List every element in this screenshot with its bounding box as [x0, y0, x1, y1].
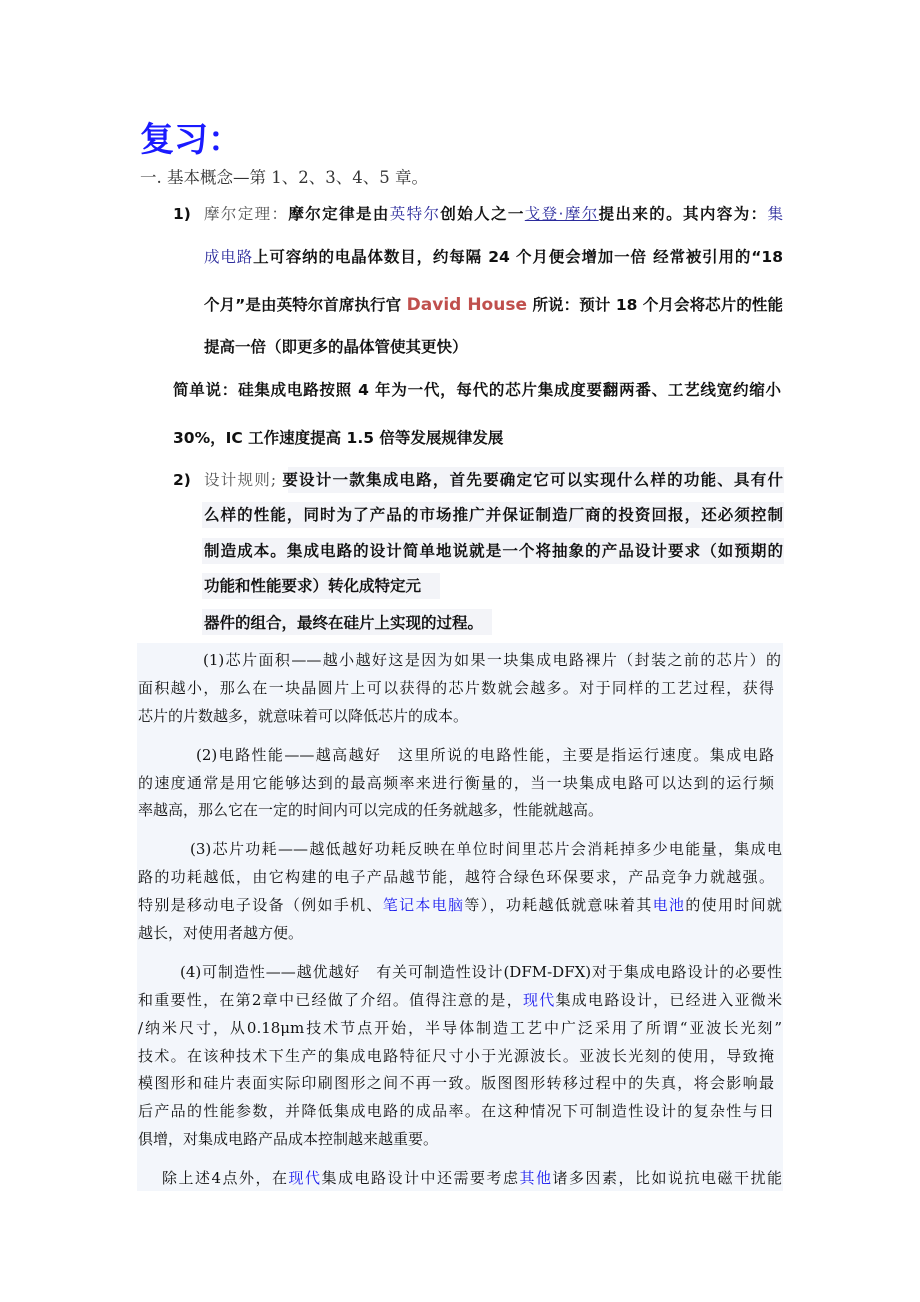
text-line	[204, 611, 483, 635]
text-segment: 设计规则;	[204, 471, 283, 489]
text-line	[162, 1166, 782, 1190]
highlighted-name: David House	[406, 295, 527, 315]
text-segment: 率越高，那么它在一定的时间内可以完成的任务就越多，性能就越高。	[138, 801, 604, 819]
text-line	[180, 960, 782, 984]
text-line	[204, 293, 783, 317]
text-line	[196, 743, 774, 767]
text-segment: 俱增，对集成电路产品成本控制越来越重要。	[138, 1130, 439, 1148]
text-line	[204, 202, 783, 226]
text-segment: (3)芯片功耗——越低越好功耗反映在单位时间里芯片会消耗掉多少电能量，集成电	[190, 840, 782, 858]
text-line	[138, 771, 774, 795]
text-line	[173, 426, 503, 450]
text-line	[138, 1127, 438, 1151]
text-segment: 特别是移动电子设备（例如手机、	[138, 896, 383, 914]
text-segment: 诸多因素，比如说抗电磁干扰能	[552, 1169, 782, 1187]
text-line	[138, 704, 468, 728]
text-segment: 模图形和硅片表面实际印刷图形之间不再一致。版图图形转移过程中的失真，将会影响最	[138, 1074, 774, 1092]
text-segment: 集成电路设计，已经进入亚微米	[555, 991, 782, 1009]
hyperlink[interactable]: 集	[767, 205, 783, 223]
text-line	[173, 378, 781, 402]
text-segment: /纳米尺寸，从0.18μm技术节点开始，半导体制造工艺中广泛采用了所谓“亚波长光刻”	[138, 1019, 782, 1037]
hyperlink[interactable]: 成电路	[204, 248, 254, 266]
text-segment: 2)	[173, 471, 191, 489]
text-segment: 摩尔定律是由	[288, 205, 390, 223]
hyperlink[interactable]: 其他	[519, 1169, 553, 1187]
text-segment: 一. 基本概念—第 1、2、3、4、5 章。	[140, 168, 428, 187]
text-segment: 制造成本。集成电路的设计简单地说就是一个将抽象的产品设计要求（如预期的	[204, 542, 783, 560]
text-segment: 技术。在该种技术下生产的集成电路特征尺寸小于光源波长。亚波长光刻的使用，导致掩	[138, 1047, 774, 1065]
text-segment: 摩尔定理：	[204, 205, 289, 223]
text-segment: 的使用时间就	[685, 896, 782, 914]
text-line	[203, 648, 781, 672]
text-segment: 30%，IC 工作速度提高 1.5 倍等发展规律发展	[173, 429, 504, 447]
text-line	[138, 893, 782, 917]
text-line	[138, 1071, 774, 1095]
hyperlink[interactable]: 电池	[652, 896, 686, 914]
text-segment: 芯片的片数越多，就意味着可以降低芯片的成本。	[138, 707, 469, 725]
page-title: 复习：	[140, 120, 242, 160]
list-marker	[173, 468, 191, 492]
text-segment: 越长，对使用者越方便。	[138, 924, 304, 942]
text-line	[138, 798, 603, 822]
text-line	[140, 166, 428, 190]
text-segment: 功能和性能要求）转化成特定元	[204, 577, 422, 595]
text-line	[204, 468, 783, 492]
text-segment: 上可容纳的电晶体数目，约每隔 24 个月便会增加一倍 经常被引用的“18	[253, 248, 783, 266]
text-line	[204, 574, 421, 598]
text-line	[138, 921, 303, 945]
list-marker	[173, 202, 191, 226]
text-segment: 要设计一款集成电路，首先要确定它可以实现什么样的功能、具有什	[282, 471, 783, 489]
text-segment: 面积越小，那么在一块晶圆片上可以获得的芯片数就会越多。对于同样的工艺过程，获得	[138, 679, 774, 697]
text-segment: 路的功耗越低，由它构建的电子产品越节能，越符合绿色环保要求，产品竞争力就越强。	[138, 868, 774, 886]
text-line	[138, 988, 782, 1012]
text-line	[138, 1016, 782, 1040]
text-segment: 后产品的性能参数，并降低集成电路的成品率。在这种情况下可制造性设计的复杂性与日	[138, 1102, 774, 1120]
text-segment: 和重要性，在第2章中已经做了介绍。值得注意的是，	[138, 991, 523, 1009]
text-segment: 创始人之一	[440, 205, 525, 223]
text-line	[204, 245, 783, 269]
hyperlink[interactable]: 笔记本电脑	[382, 896, 465, 914]
text-line	[204, 503, 783, 527]
hyperlink[interactable]: 现代	[288, 1169, 322, 1187]
text-segment: 么样的性能，同时为了产品的市场推广并保证制造厂商的投资回报，还必须控制	[204, 506, 783, 524]
text-segment: (4)可制造性——越优越好 有关可制造性设计(DFM-DFX)对于集成电路设计的必要性	[180, 963, 782, 981]
text-segment: 简单说：硅集成电路按照 4 年为一代，每代的芯片集成度要翻两番、工艺线宽约缩小	[173, 381, 781, 399]
text-segment: 个月”是由英特尔首席执行官	[204, 296, 407, 314]
hyperlink[interactable]: 戈登·摩尔	[524, 205, 599, 223]
text-line	[138, 1044, 774, 1068]
text-segment: (2)电路性能——越高越好 这里所说的电路性能，主要是指运行速度。集成电路	[196, 746, 774, 764]
text-segment: 器件的组合，最终在硅片上实现的过程。	[204, 614, 484, 632]
text-segment: 提高一倍（即更多的晶体管使其更快）	[204, 338, 468, 356]
text-line	[138, 865, 774, 889]
text-segment: (1)芯片面积——越小越好这是因为如果一块集成电路裸片（封装之前的芯片）的	[203, 651, 781, 669]
text-segment: 除上述4点外，在	[162, 1169, 289, 1187]
text-segment: 集成电路设计中还需要考虑	[321, 1169, 520, 1187]
text-segment: 提出来的。其内容为：	[598, 205, 768, 223]
text-line	[138, 676, 774, 700]
text-segment: 等），功耗越低就意味着其	[464, 896, 653, 914]
text-segment: 所说：预计 18 个月会将芯片的性能	[527, 296, 783, 314]
text-line	[138, 1099, 774, 1123]
text-line	[204, 539, 783, 563]
text-line	[204, 335, 468, 359]
hyperlink[interactable]: 英特尔	[389, 205, 441, 223]
hyperlink[interactable]: 现代	[522, 991, 556, 1009]
text-segment: 1)	[173, 205, 191, 223]
text-segment: 的速度通常是用它能够达到的最高频率来进行衡量的，当一块集成电路可以达到的运行频	[138, 774, 774, 792]
text-line	[190, 837, 782, 861]
